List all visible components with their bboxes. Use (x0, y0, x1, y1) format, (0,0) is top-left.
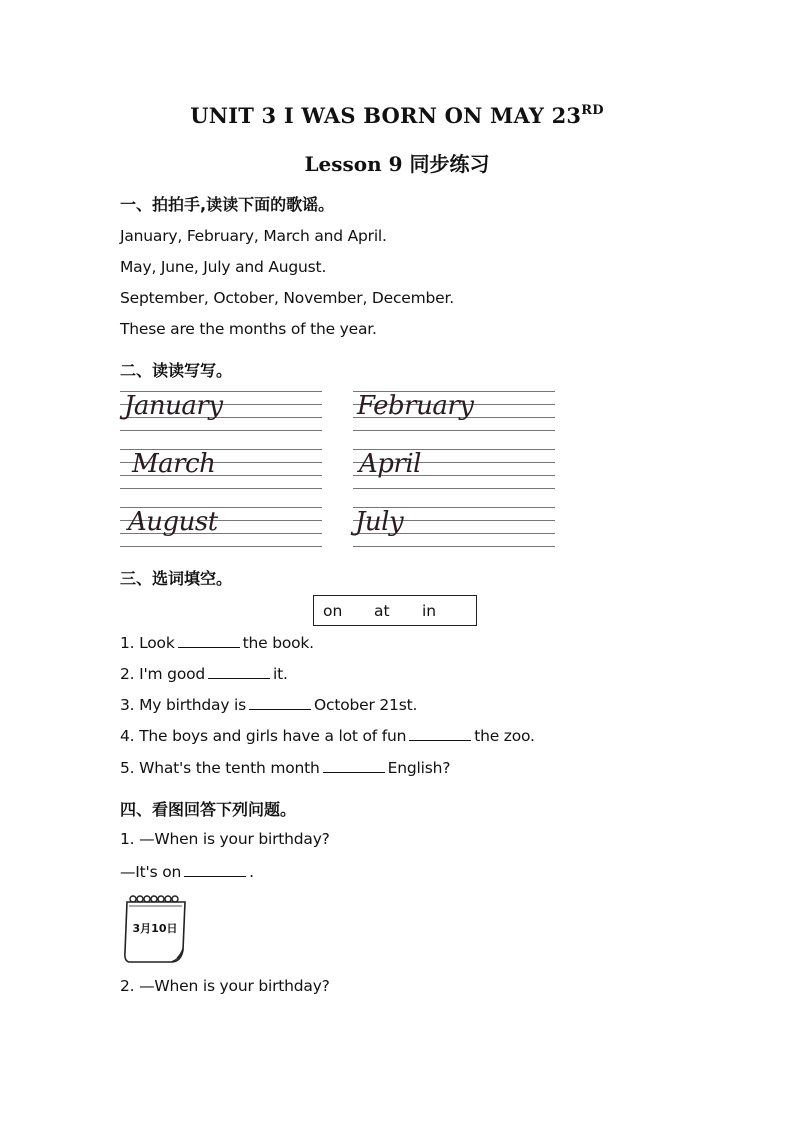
answer-blank[interactable] (184, 862, 246, 877)
calendar-date-text: 3月10日 (132, 922, 178, 935)
handwriting-word: July (355, 507, 404, 537)
handwriting-block-july (353, 507, 555, 551)
calendar-icon (121, 892, 193, 966)
section1-heading: 一、拍拍手,读读下面的歌谣。 (120, 195, 335, 214)
answer-1-line: —It's on . (120, 863, 254, 881)
word-option-at: at (374, 602, 390, 620)
answer-blank[interactable] (208, 664, 270, 679)
answer-blank[interactable] (409, 726, 471, 741)
answer-blank[interactable] (178, 633, 240, 648)
handwriting-block-august (120, 507, 322, 551)
handwriting-block-march (120, 449, 322, 493)
question-1: 1. —When is your birthday? (120, 830, 330, 848)
handwriting-word: February (357, 391, 474, 421)
chant-line-1: January, February, March and April. (120, 227, 387, 245)
title-superscript: RD (581, 103, 604, 118)
fill-blank-item-4: 4. The boys and girls have a lot of fun the zoo. (120, 727, 535, 745)
answer-blank[interactable] (249, 695, 311, 710)
fill-blank-item-1: 1. Look the book. (120, 634, 314, 652)
chant-line-3: September, October, November, December. (120, 289, 454, 307)
section3-heading: 三、选词填空。 (120, 569, 233, 588)
page-subtitle: Lesson 9 同步练习 (304, 152, 490, 176)
section4-heading: 四、看图回答下列问题。 (120, 800, 297, 819)
word-option-in: in (422, 602, 437, 620)
handwriting-block-february (353, 391, 555, 435)
chant-line-2: May, June, July and August. (120, 258, 327, 276)
question-2: 2. —When is your birthday? (120, 977, 330, 995)
handwriting-word: January (124, 391, 223, 421)
fill-blank-item-5: 5. What's the tenth month English? (120, 759, 451, 777)
handwriting-block-april (353, 449, 555, 493)
fill-blank-item-2: 2. I'm good it. (120, 665, 288, 683)
chant-line-4: These are the months of the year. (120, 320, 377, 338)
answer-blank[interactable] (323, 758, 385, 773)
page-title: UNIT 3 I WAS BORN ON MAY 23RD (190, 103, 604, 128)
handwriting-word: March (132, 449, 216, 479)
handwriting-word: April (359, 449, 421, 479)
handwriting-block-january (120, 391, 322, 435)
word-bank-box (313, 595, 477, 626)
word-option-on: on (323, 602, 343, 620)
handwriting-word: August (128, 507, 218, 537)
section2-heading: 二、读读写写。 (120, 361, 233, 380)
fill-blank-item-3: 3. My birthday is October 21st. (120, 696, 418, 714)
